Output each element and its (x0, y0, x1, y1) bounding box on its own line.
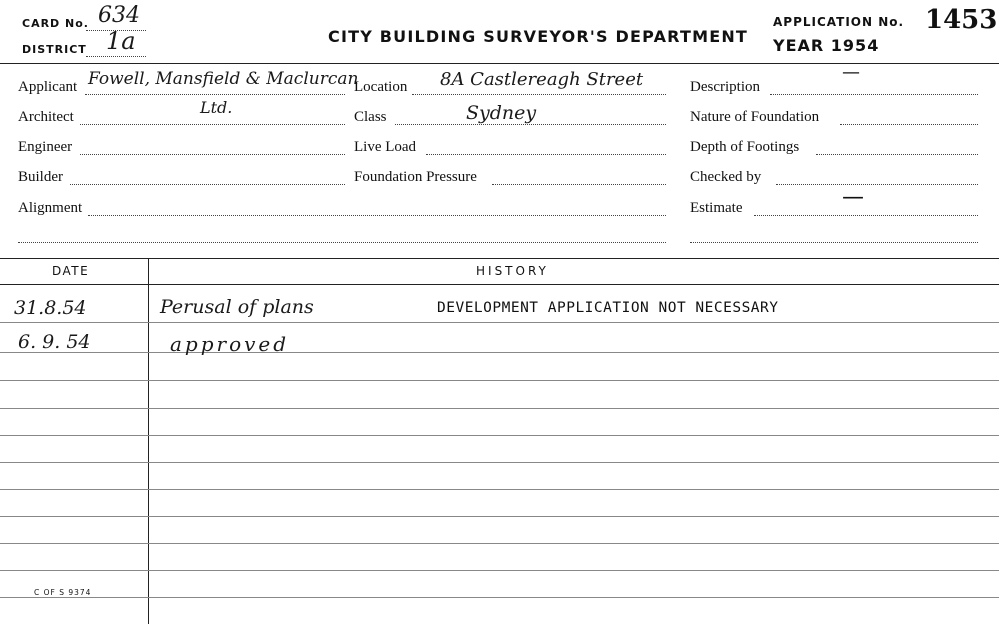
table-rule (0, 435, 999, 436)
table-rule (0, 380, 999, 381)
history-column-header: HISTORY (476, 264, 549, 278)
applicant-value: Fowell, Mansfield & Maclurcan (88, 69, 359, 89)
table-rule (0, 597, 999, 598)
history-stamp: DEVELOPMENT APPLICATION NOT NECESSARY (437, 300, 779, 316)
table-rule (0, 352, 999, 353)
foundation-pressure-line (492, 184, 666, 185)
foundation-pressure-label: Foundation Pressure (354, 169, 477, 185)
location-value: 8A Castlereagh Street (440, 69, 644, 90)
history-date: 31.8.54 (14, 297, 87, 319)
engineer-line (80, 154, 345, 155)
depth-of-footings-label: Depth of Footings (690, 139, 800, 155)
builder-line (70, 184, 345, 185)
blank-line-left (18, 242, 666, 243)
live-load-label: Live Load (354, 139, 417, 155)
district-line (86, 56, 146, 57)
estimate-line (754, 215, 978, 216)
history-header-rule (0, 284, 999, 285)
checked-by-label: Checked by (690, 169, 762, 185)
nature-of-foundation-line (840, 124, 978, 125)
history-date: 6. 9. 54 (18, 331, 91, 353)
applicant-line (85, 94, 345, 95)
table-rule (0, 489, 999, 490)
checked-by-line (776, 184, 978, 185)
table-rule (0, 516, 999, 517)
history-text: approved (170, 332, 290, 356)
description-line (770, 94, 978, 95)
application-no-label: APPLICATION No. (773, 15, 905, 29)
engineer-label: Engineer (18, 139, 73, 155)
live-load-line (426, 154, 666, 155)
table-rule (0, 570, 999, 571)
nature-of-foundation-label: Nature of Foundation (690, 109, 820, 125)
table-rule (0, 462, 999, 463)
applicant-label: Applicant (18, 79, 78, 95)
location-label: Location (354, 79, 408, 95)
location-line (412, 94, 666, 95)
class-value: Sydney (466, 102, 537, 124)
applicant-value-2: Ltd. (200, 98, 233, 117)
description-label: Description (690, 79, 760, 95)
table-rule (0, 543, 999, 544)
history-top-rule (0, 258, 999, 259)
builder-label: Builder (18, 169, 63, 185)
department-title: CITY BUILDING SURVEYOR'S DEPARTMENT (328, 27, 749, 46)
date-column-header: DATE (52, 264, 90, 278)
year-label: YEAR 1954 (773, 36, 880, 55)
class-line (395, 124, 666, 125)
history-text: Perusal of plans (160, 296, 314, 318)
architect-label: Architect (18, 109, 74, 125)
card-no-label: CARD No. (22, 17, 89, 30)
blank-line-right (690, 242, 978, 243)
alignment-line (88, 215, 666, 216)
table-rule (0, 322, 999, 323)
alignment-label: Alignment (18, 200, 83, 216)
estimate-label: Estimate (690, 200, 743, 216)
form-code: C OF S 9374 (34, 588, 92, 597)
district-value: 1a (106, 27, 136, 55)
card-no-value: 634 (98, 3, 140, 28)
description-value: — (842, 62, 860, 83)
estimate-value: — (842, 185, 864, 210)
architect-line (80, 124, 345, 125)
table-rule (0, 408, 999, 409)
depth-of-footings-line (816, 154, 978, 155)
district-label: DISTRICT (22, 43, 87, 56)
class-label: Class (354, 109, 387, 125)
application-no-value: 1453 (925, 5, 998, 35)
